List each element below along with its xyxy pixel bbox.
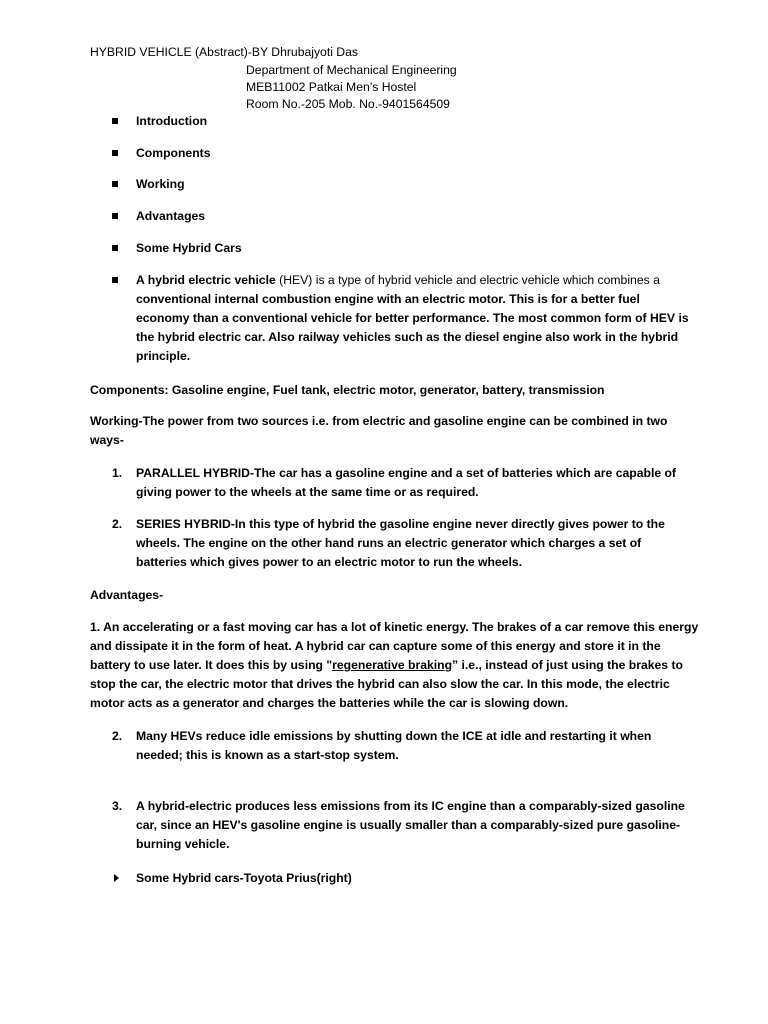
header-hostel: MEB11002 Patkai Men’s Hostel bbox=[246, 80, 417, 94]
advantage-item-1: 1. An accelerating or a fast moving car has a lot of kinetic energy. The brakes of a car remove this energy and dissipate it in the form of heat. A hybrid car can capture some of this energy and store it in the battery to use later. It does this by using "regenerative braking” i.e., instead of just using the brakes to stop the car, the electric motor that drives the hybrid can also slow the car. In this mode, the electric motor acts as a generator and charges the batteries while the car is slowing down. bbox=[90, 620, 699, 710]
header-department: Department of Mechanical Engineering bbox=[246, 63, 457, 77]
square-bullet-icon bbox=[112, 277, 118, 283]
intro-line: the hybrid electric car. Also railway vehicles such as the diesel engine also work in the hybrid bbox=[136, 330, 679, 344]
components-line: Components: Gasoline engine, Fuel tank, electric motor, generator, battery, transmission bbox=[90, 383, 605, 397]
square-bullet-icon bbox=[112, 245, 118, 251]
intro-line: A hybrid electric vehicle (HEV) is a type of hybrid vehicle and electric vehicle which combines a bbox=[136, 273, 660, 287]
advantages-heading: Advantages- bbox=[90, 588, 164, 602]
intro-line: economy than a conventional vehicle for better performance. The most common form of HEV is bbox=[136, 311, 689, 325]
intro-line: conventional internal combustion engine with an electric motor. This is for a better fuel bbox=[136, 292, 640, 306]
arrow-bullet-icon bbox=[114, 874, 119, 882]
square-bullet-icon bbox=[112, 150, 118, 156]
header-room: Room No.-205 Mob. No.-9401564509 bbox=[246, 97, 450, 111]
hybrid-cars-line: Some Hybrid cars-Toyota Prius(right) bbox=[136, 871, 352, 885]
intro-line: principle. bbox=[136, 349, 191, 363]
square-bullet-icon bbox=[112, 213, 118, 219]
square-bullet-icon bbox=[112, 118, 118, 124]
working-paragraph: Working-The power from two sources i.e. from electric and gasoline engine can be combined in two ways- bbox=[90, 414, 668, 447]
regenerative-braking-term: regenerative braking bbox=[332, 658, 453, 672]
document-page: HYBRID VEHICLE (Abstract)-BY Dhrubajyoti Das Department of Mechanical Engineering MEB11002 Patkai Men’s Hostel Room No.-205 Mob. No.-9401564509 Introduction Components Working Advantages Some Hybrid Cars A hybrid electric vehicle (HEV) is a type of hybrid vehicle and electric vehicle which combines a conventional internal combustion engine with an electric motor. This is for a better fuel economy than a conventional vehicle for better performance. The most common form of HEV is the hybrid electric car. Also railway vehicles such as the diesel engine also work in the hybrid principle. Components: Gasoline engine, Fuel tank, electric motor, generator, battery, transmission Working-The power from two sources i.e. from electric and gasoline engine can be combined in two ways- 1. PARALLEL HYBRID-The car has a gasoline engine and a set of batteries which are capable of giving power to the wheels at the same time or as required. 2. SERIES HYBRID-In this type of hybrid the gasoline engine never directly gives power to the wheels. The engine on the other hand runs an electric generator which charges a set of batteries which gives power to an electric motor to run the wheels. Advantages- 1. An accelerating or a fast moving car has a lot of kinetic energy. The brakes of a car remove this energy and dissipate it in the form of heat. A hybrid car can capture some of this energy and store it in the battery to use later. It does this by using "regenerative braking” i.e., instead of just using the brakes to stop the car, the electric motor that drives the hybrid can also slow the car. In this mode, the electric motor acts as a generator and charges the batteries while the car is slowing down. 2. Many HEVs reduce idle emissions by shutting down the ICE at idle and restarting it when needed; this is known as a start-stop system. 3. A hybrid-electric produces less emissions from its IC engine than a comparably-sized gasoline car, since an HEV's gasoline engine is usually smaller than a comparably-sized pure gasoline- burning vehicle. Some Hybrid cars-Toyota Prius(right) bbox=[0, 0, 768, 1024]
square-bullet-icon bbox=[112, 181, 118, 187]
header-title: HYBRID VEHICLE (Abstract)-BY Dhrubajyoti Das bbox=[90, 45, 358, 59]
